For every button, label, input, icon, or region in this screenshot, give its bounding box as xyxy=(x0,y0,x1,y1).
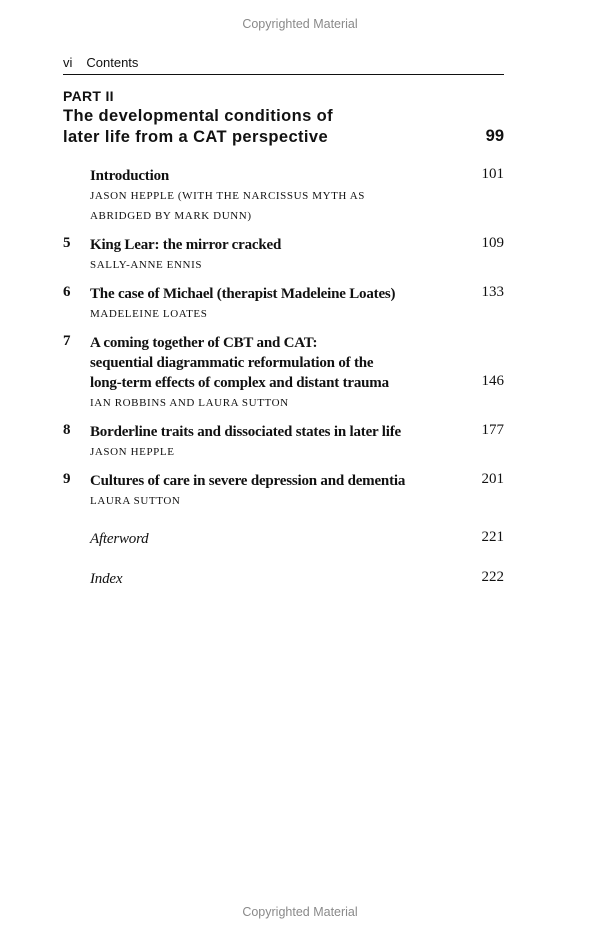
entry-author xyxy=(90,393,450,413)
part-label: PART II xyxy=(63,88,114,104)
entry-title xyxy=(90,569,450,589)
entry-title xyxy=(90,422,450,442)
part-title xyxy=(63,106,443,148)
entry-title-line: long-term effects of complex and distant trauma xyxy=(90,375,389,391)
chapter-number: 5 xyxy=(63,235,71,251)
watermark-bottom: Copyrighted Material xyxy=(242,905,358,919)
entry-page-number: 222 xyxy=(481,569,504,585)
entry-page-number: 109 xyxy=(481,235,504,251)
entry-author xyxy=(90,491,450,511)
part-page-number: 99 xyxy=(485,127,504,145)
entry-page-number: 177 xyxy=(481,422,504,438)
entry-title xyxy=(90,284,450,304)
header-rule xyxy=(63,74,504,75)
entry-author xyxy=(90,255,450,275)
entry-title-line: Introduction xyxy=(90,168,170,184)
entry-page-number: 201 xyxy=(481,471,504,487)
part-title-line: later life from a CAT perspective xyxy=(63,128,329,146)
chapter-number: 7 xyxy=(63,333,71,349)
entry-title-line: sequential diagrammatic reformulation of the xyxy=(90,355,374,371)
entry-page-number: 133 xyxy=(481,284,504,300)
entry-author xyxy=(90,442,450,462)
entry-title-line: King Lear: the mirror cracked xyxy=(90,237,282,253)
entry-author-line: IAN ROBBINS AND LAURA SUTTON xyxy=(90,397,289,409)
entry-page-number: 221 xyxy=(481,529,504,545)
entry-title xyxy=(90,333,450,393)
entry-title-line: Cultures of care in severe depression and dementia xyxy=(90,473,406,489)
entry-author-line: ABRIDGED BY MARK DUNN) xyxy=(90,210,252,222)
entry-title-line: The case of Michael (therapist Madeleine Loates) xyxy=(90,286,396,302)
entry-title-line: Borderline traits and dissociated states in later life xyxy=(90,424,401,440)
entry-author-line: MADELEINE LOATES xyxy=(90,308,208,320)
entry-page-number: 101 xyxy=(481,166,504,182)
entry-author-line: JASON HEPPLE xyxy=(90,446,175,458)
entry-author xyxy=(90,304,450,324)
entry-title xyxy=(90,166,450,186)
entry-title-line: Afterword xyxy=(90,531,149,547)
entry-title xyxy=(90,529,450,549)
entry-author-line: SALLY-ANNE ENNIS xyxy=(90,259,203,271)
entry-author xyxy=(90,186,450,226)
page-folio: vi xyxy=(63,55,73,70)
chapter-number: 9 xyxy=(63,471,71,487)
entry-title-line: Index xyxy=(90,571,123,587)
entry-title xyxy=(90,471,450,491)
running-head-title: Contents xyxy=(86,55,139,70)
entry-page-number: 146 xyxy=(481,373,504,389)
entry-title-line: A coming together of CBT and CAT: xyxy=(90,335,318,351)
entry-author-line: LAURA SUTTON xyxy=(90,495,181,507)
running-head xyxy=(63,55,504,70)
chapter-number: 6 xyxy=(63,284,71,300)
watermark-top: Copyrighted Material xyxy=(242,17,358,31)
part-title-line: The developmental conditions of xyxy=(63,107,334,125)
entry-title xyxy=(90,235,450,255)
chapter-number: 8 xyxy=(63,422,71,438)
entry-author-line: JASON HEPPLE (WITH THE NARCISSUS MYTH AS xyxy=(90,190,365,202)
